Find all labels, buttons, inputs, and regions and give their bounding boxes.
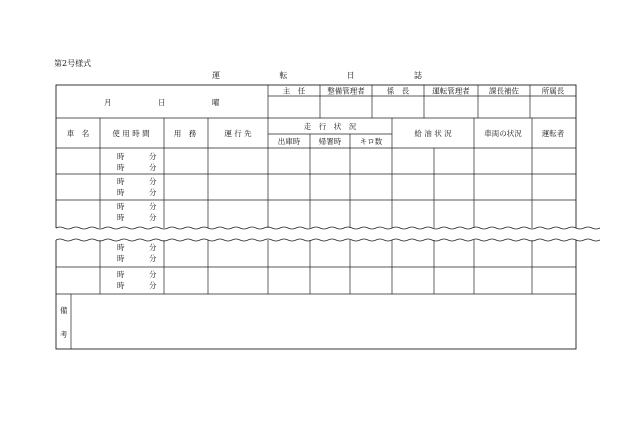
svg-text:時: 時 — [117, 270, 125, 279]
title-char: 転 — [279, 71, 288, 80]
time-row-1 — [117, 151, 157, 172]
date-weekday-label: 曜 — [212, 98, 220, 107]
svg-text:分: 分 — [149, 213, 157, 222]
svg-text:時: 時 — [117, 152, 125, 161]
svg-text:時: 時 — [117, 177, 125, 186]
svg-text:時: 時 — [117, 188, 125, 197]
title-char: 日 — [346, 71, 355, 80]
approval-section-head: 係 長 — [386, 86, 410, 96]
svg-text:時: 時 — [117, 281, 125, 290]
col-refuel: 給 油 状 況 — [414, 129, 452, 138]
svg-text:分: 分 — [149, 152, 157, 161]
time-row-4 — [117, 242, 157, 263]
col-vehicle: 車 名 — [66, 129, 90, 138]
svg-text:分: 分 — [149, 254, 157, 263]
col-usage-time: 使 用 時 間 — [112, 129, 150, 138]
svg-text:分: 分 — [149, 177, 157, 186]
svg-text:分: 分 — [149, 270, 157, 279]
approval-chief: 主 任 — [282, 86, 306, 96]
time-row-3 — [117, 201, 157, 222]
form-id: 第2号様式 — [54, 59, 92, 68]
col-distance: キロ数 — [359, 137, 383, 146]
svg-text:分: 分 — [149, 281, 157, 290]
title-char: 誌 — [413, 71, 422, 80]
svg-text:時: 時 — [117, 213, 125, 222]
omission-gap — [50, 228, 582, 240]
approval-maintenance-manager: 整備管理者 — [327, 86, 365, 96]
approval-department-head: 所属長 — [541, 86, 565, 96]
title-char: 運 — [212, 71, 220, 80]
time-row-5 — [117, 269, 157, 290]
col-destination: 運 行 先 — [224, 129, 252, 138]
col-purpose: 用 務 — [173, 129, 197, 138]
svg-text:分: 分 — [149, 202, 157, 211]
col-departure: 出庫時 — [277, 137, 301, 146]
date-day-label: 日 — [158, 98, 166, 107]
remarks-label: 考 — [60, 330, 68, 339]
col-driving-status: 走 行 状 況 — [303, 122, 357, 131]
svg-text:時: 時 — [117, 243, 125, 252]
date-month-label: 月 — [104, 98, 112, 107]
col-driver: 運転者 — [541, 129, 565, 138]
svg-text:時: 時 — [117, 254, 125, 263]
col-vehicle-condition: 車両の状況 — [484, 129, 522, 138]
svg-text:時: 時 — [117, 202, 125, 211]
remarks-label: 備 — [60, 306, 68, 315]
approval-deputy-manager: 課長補佐 — [489, 86, 519, 96]
approval-operations-manager: 運転管理者 — [432, 86, 470, 96]
column-lines — [100, 118, 532, 294]
svg-text:時: 時 — [117, 163, 125, 172]
time-row-2 — [117, 176, 157, 197]
svg-text:分: 分 — [149, 163, 157, 172]
svg-text:分: 分 — [149, 243, 157, 252]
svg-text:分: 分 — [149, 188, 157, 197]
col-return: 帰署時 — [318, 137, 342, 146]
